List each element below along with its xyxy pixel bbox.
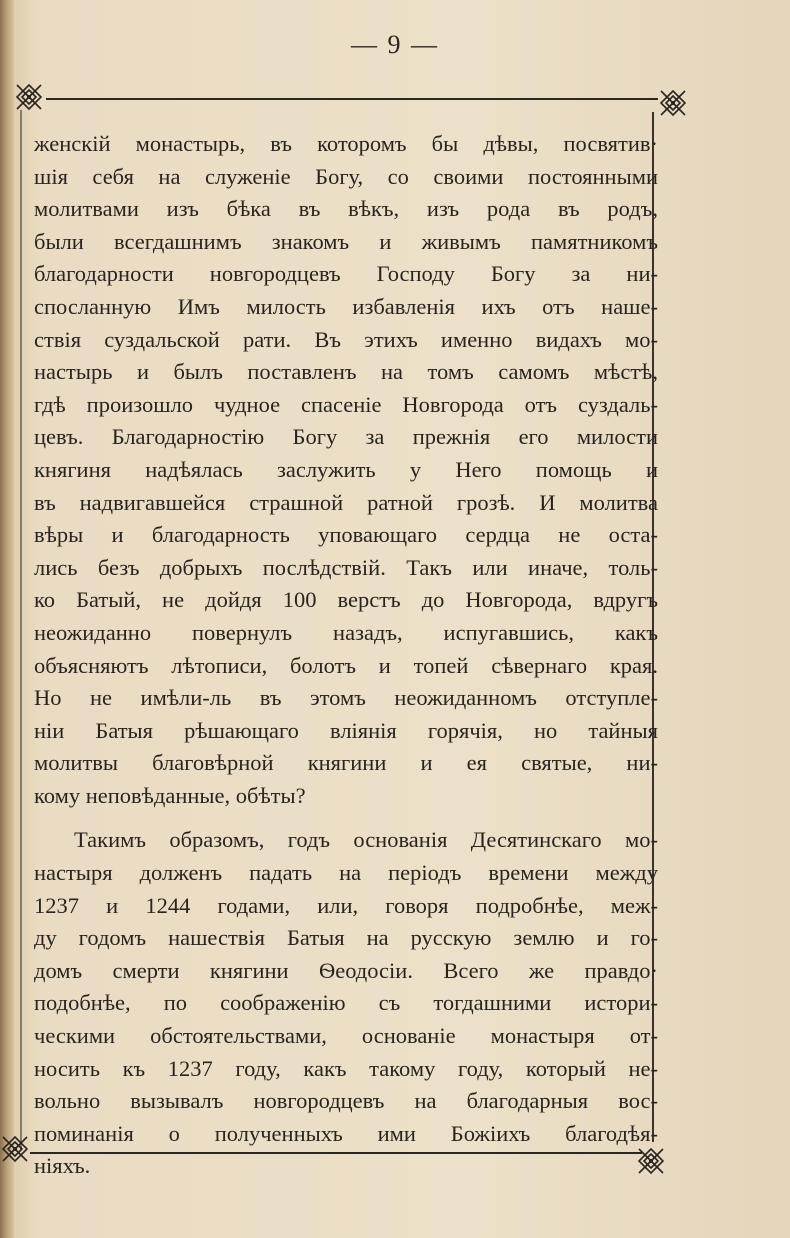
text-line: неожиданно повернулъ назадъ, испугавшись, какъ [34,619,658,645]
text-line: лись безъ добрыхъ послѣдствій. Такъ или иначе, толь- [34,554,658,580]
text-line: настыря долженъ падать на періодъ времени между [34,860,658,886]
text-line: поминанія о полученныхъ ими Божіихъ благодѣя- [34,1120,658,1146]
text-line: благодарности новгородцевъ Господу Богу за ни- [34,261,658,287]
top-rule [46,98,658,100]
text-line: были всегдашнимъ знакомъ и живымъ памятникомъ [34,228,658,254]
text-line: настырь и былъ поставленъ на томъ самомъ мѣстѣ, [34,359,658,385]
text-line: ческими обстоятельствами, основаніе монастыря от- [34,1023,658,1049]
text-line: домъ смерти княгини Ѳеодосіи. Всего же правдо· [34,957,658,983]
text-line: молитвами изъ бѣка въ вѣкъ, изъ рода въ родъ, [34,196,658,222]
left-frame-line [20,110,22,1150]
text-line: 1237 и 1244 годами, или, говоря подробнѣе, меж- [34,892,658,918]
text-line: ду годомъ нашествія Батыя на русскую землю и го- [34,925,658,951]
book-spine-edge [0,0,14,1238]
body-text [34,128,658,1183]
text-line: ствія суздальской рати. Въ этихъ именно видахъ мо- [34,326,658,352]
text-line: шія себя на служеніе Богу, со своими постоянными [34,163,658,189]
text-line: ко Батый, не дойдя 100 верстъ до Новгорода, вдругъ [34,587,658,613]
text-line: цевъ. Благодарностію Богу за прежнія его милости [34,424,658,450]
text-line: женскій монастырь, въ которомъ бы дѣвы, посвятив· [34,131,658,156]
text-line: ніи Батыя рѣшающаго вліянія горячія, но тайныя [34,717,658,743]
text-line: объясняютъ лѣтописи, болотъ и топей сѣвернаго края. [34,652,658,678]
corner-ornament-icon [2,1136,28,1162]
paragraph-1 [34,128,658,812]
text-line: Такимъ образомъ, годъ основанія Десятинскаго мо- [74,827,658,853]
text-line: княгиня надѣялась заслужить у Него помощь и [34,456,658,482]
text-line: носить къ 1237 году, какъ такому году, который не- [34,1055,658,1081]
text-line: спосланную Имъ милость избавленія ихъ отъ наше- [34,293,658,319]
text-line: въ надвигавшейся страшной ратной грозѣ. И молитва [34,489,658,515]
text-line: Но не имѣли-ль въ этомъ неожиданномъ отступле- [34,685,658,711]
corner-ornament-icon [660,90,686,116]
text-line: вѣры и благодарность уповающаго сердца не оста- [34,522,658,548]
text-line: ніяхъ. [34,1153,91,1179]
text-line: гдѣ произошло чудное спасеніе Новгорода отъ суздаль- [34,391,658,417]
page-number: — 9 — [351,30,439,59]
text-line: молитвы благовѣрной княгини и ея святые, ни- [34,750,658,776]
text-line: подобнѣе, по соображенію съ тогдашними истори- [34,990,658,1016]
text-line: кому неповѣданные, обѣты? [34,782,306,808]
corner-ornament-icon [16,84,42,110]
paragraph-2 [34,824,658,1183]
text-line: вольно вызывалъ новгородцевъ на благодарныя вос- [34,1088,658,1114]
